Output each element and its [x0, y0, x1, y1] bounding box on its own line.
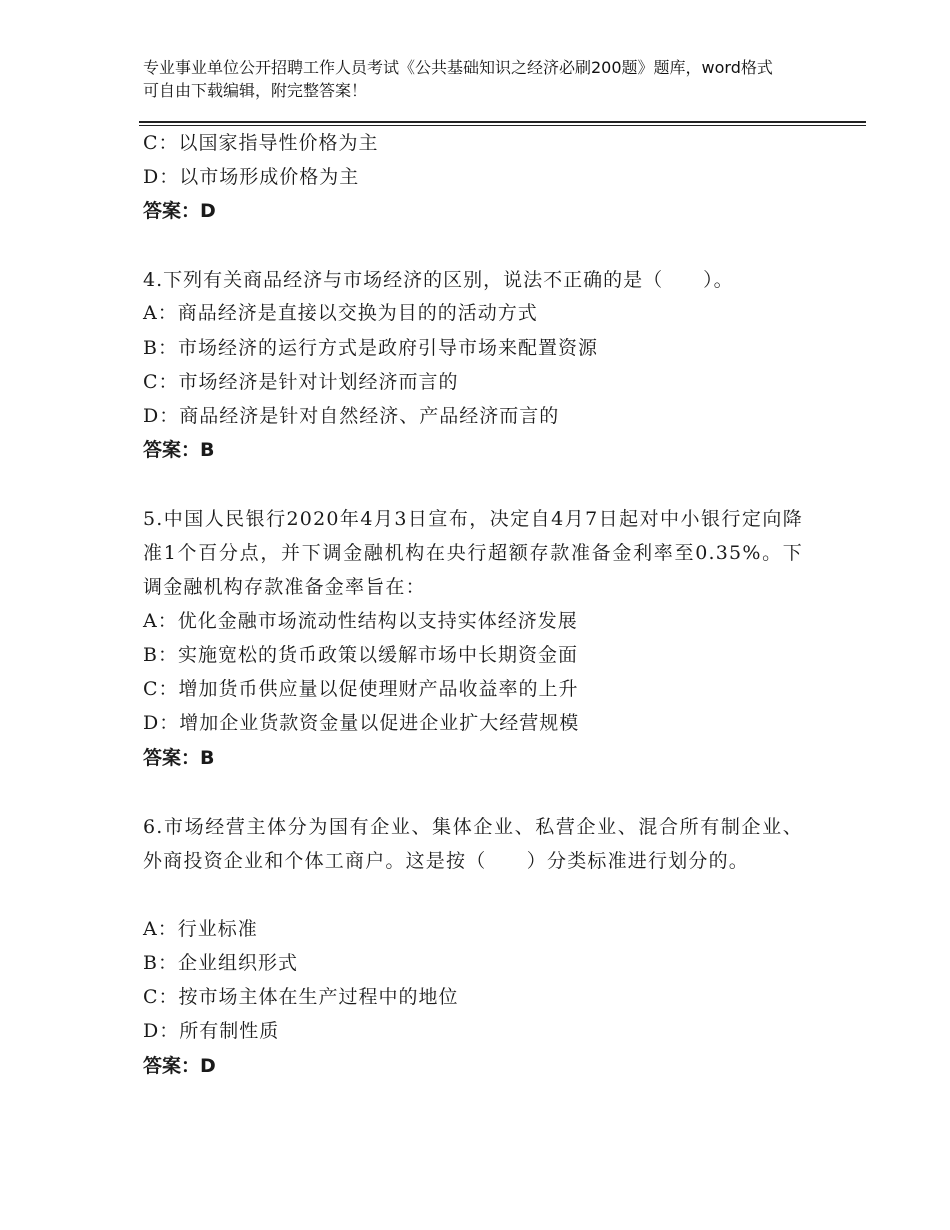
page-header: 专业事业单位公开招聘工作人员考试《公共基础知识之经济必刷200题》题库，word格式可自由下载编辑，附完整答案！ [143, 58, 773, 100]
q5-answer: 答案：B [143, 747, 215, 769]
q6-option-a: A：行业标准 [143, 918, 258, 940]
q6-option-c: C：按市场主体在生产过程中的地位 [143, 986, 459, 1008]
q3-answer: 答案：D [143, 200, 216, 222]
q4-option-b: B：市场经济的运行方式是政府引导市场来配置资源 [143, 337, 598, 359]
q4-stem: 4.下列有关商品经济与市场经济的区别，说法不正确的是（ ）。 [143, 269, 734, 291]
q5-option-c: C：增加货币供应量以促使理财产品收益率的上升 [143, 678, 579, 700]
q5-option-b: B：实施宽松的货币政策以缓解市场中长期资金面 [143, 644, 578, 666]
q4-option-c: C：市场经济是针对计划经济而言的 [143, 371, 459, 393]
q4-option-d: D：商品经济是针对自然经济、产品经济而言的 [143, 405, 560, 427]
q3-option-d: D：以市场形成价格为主 [143, 166, 360, 188]
q6-option-d: D：所有制性质 [143, 1020, 280, 1042]
q4-option-a: A：商品经济是直接以交换为目的的活动方式 [143, 302, 538, 324]
q6-stem: 6.市场经营主体分为国有企业、集体企业、私营企业、混合所有制企业、外商投资企业和个体工商户。这是按（ ）分类标准进行划分的。 [143, 816, 803, 872]
q6-answer: 答案：D [143, 1055, 216, 1077]
q6-option-b: B：企业组织形式 [143, 952, 298, 974]
q3-option-c: C：以国家指导性价格为主 [143, 132, 379, 154]
q4-answer: 答案：B [143, 439, 215, 461]
q5-option-d: D：增加企业货款资金量以促进企业扩大经营规模 [143, 712, 580, 734]
header-double-rule [139, 121, 866, 126]
q5-stem: 5.中国人民银行2020年4月3日宣布，决定自4月7日起对中小银行定向降准1个百分点，并下调金融机构在央行超额存款准备金利率至0.35%。下调金融机构存款准备金率旨在： [143, 508, 803, 598]
q5-option-a: A：优化金融市场流动性结构以支持实体经济发展 [143, 610, 578, 632]
